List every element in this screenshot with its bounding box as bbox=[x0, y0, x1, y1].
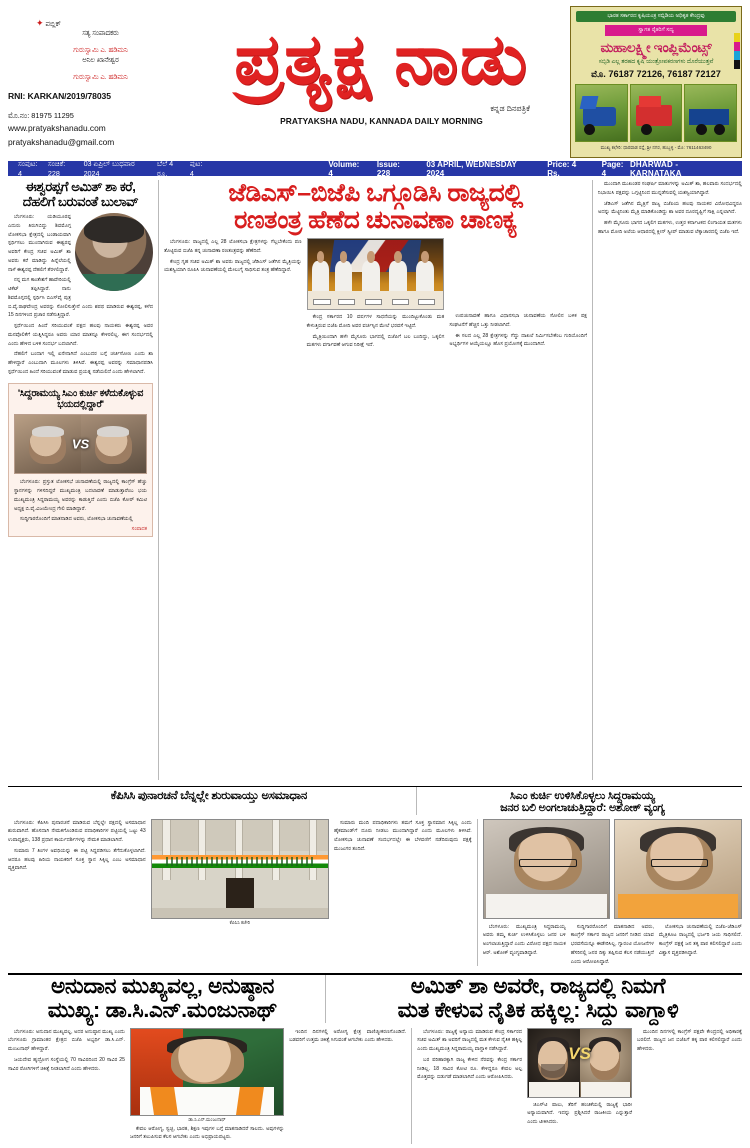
kpcc-office-photo bbox=[151, 819, 329, 919]
siddu-p4: ಮುಂದಿನ ದಿನಗಳಲ್ಲಿ ಕಾಂಗ್ರೆಸ್ ಪಕ್ಷವೇ ಕೇಂದ್ರದಲ್ಲಿ ಅಧಿಕಾರಕ್ಕೆ ಬರಲಿದೆ. ರಾಜ್ಯದ ಜನ ಬಿಜೆಪಿಗೆ ತಕ್ಕ ಪಾಠ ಕಲಿಸಲಿದ್ದಾರೆ ಎಂದು ಹೇಳಿದರು. bbox=[637, 1028, 742, 1053]
manjunath-headline-block bbox=[8, 975, 325, 1022]
siddu-p1: ಬೆಂಗಳೂರು: ರಾಜ್ಯಕ್ಕೆ ಅನ್ಯಾಯ ಮಾಡಿರುವ ಕೇಂದ್ರ ಸರ್ಕಾರದ ಸಚಿವ ಅಮಿತ್ ಶಾ ಅವರಿಗೆ ರಾಜ್ಯದಲ್ಲಿ ಮತ ಕೇಳುವ ನೈತಿಕ ಹಕ್ಕಿಲ್ಲ ಎಂದು ಮುಖ್ಯಮಂತ್ರಿ ಸಿದ್ದರಾಮಯ್ಯ ವಾಗ್ದಾಳಿ ನಡೆಸಿದ್ದಾರೆ. bbox=[417, 1028, 523, 1053]
left-lead-headline: ಈಶ್ವರಪ್ಪಗೆ ಅಮಿತ್ ಶಾ ಕರೆ, ದೆಹಲಿಗೆ ಬರುವಂತೆ ಬುಲಾವ್ bbox=[22, 179, 139, 209]
main-headline-line-1: ಜೆಡಿಎಸ್‌–ಬಿಜೆಪಿ ಒಗ್ಗೂಡಿಸಿ ರಾಜ್ಯದಲ್ಲಿ bbox=[228, 179, 523, 207]
left-para-2: ನನ್ನ ಮಗ ಕಾಂತೇಶಗೆ ಹಾವೇರಿಯಲ್ಲಿ ಟಿಕೆಟ್ ತಪ್ಪಿಸಿದ್ದಾರೆ. ನಾನು ಶಿವಮೊಗ್ಗದಲ್ಲಿ ಸ್ಪರ್ಧಿಸಿ ಬಿಎಸ್‌ವೈ ಪುತ್ರ ಬಿ.ವೈ.ರಾಘವೇಂದ್ರ ಅವರನ್ನು ಸೋಲಿಸುತ್ತೇನೆ ಎಂದು ಶಪಥ ಮಾಡಿರುವ ಈಶ್ವರಪ್ಪ, ಕಳೆದ 15 ದಿನಗಳಿಂದ ಪ್ರಚಾರ ನಡೆಸುತ್ತಿದ್ದಾರೆ. bbox=[8, 277, 153, 319]
vs-badge: VS bbox=[71, 436, 90, 452]
left-para-4: ದೆಹಲಿಗೆ ಬಂದಾಗ ಇಲ್ಲಿ ಏನೇನಾಗಿದೆ ಎಂಬುದರ ಬಗ್ಗೆ ಚರ್ಚಿಸೋಣ ಎಂದು ಶಾ ಹೇಳಿದ್ದಾರೆ ಎಂಬುದಾಗಿ ಮೂಲಗಳು ತಿಳಿಸಿವೆ. ಈಶ್ವರಪ್ಪ ಅವರನ್ನು ಸಮಾಧಾನಪಡಿಸಿ ಸ್ಪರ್ಧೆಯಿಂದ ಹಿಂದೆ ಸರಿಯುವಂತೆ ಮಾಡುವ ಪ್ರಯತ್ನ ನಡೆಯಲಿದೆ ಎಂದು ಹೇಳಲಾಗಿದೆ. bbox=[8, 351, 153, 375]
left-column bbox=[8, 180, 158, 780]
siddu-headline-block bbox=[325, 975, 742, 1022]
info-issue: Issue: 228 bbox=[376, 159, 400, 178]
main-col-3 bbox=[449, 238, 587, 352]
ashoka-body-text bbox=[483, 923, 742, 967]
ad-footer-address: ಮುಖ್ಯ ಕಛೇರಿ: ಧಾರವಾಡ ರಸ್ತೆ, ಶ್ರೀ ನಗರ, ಹುಬ್ಬಳ್ಳಿ - ಮೊ: 7611463490 bbox=[600, 145, 712, 150]
siddu-headline-line-2: ಮತ ಕೇಳುವ ನೈತಿಕ ಹಕ್ಕಿಲ್ಲ: ಸಿದ್ದು ವಾಗ್ದಾಳಿ bbox=[397, 998, 679, 1023]
ad-image-plough bbox=[575, 84, 628, 142]
manjunath-p2: ಜಯದೇವ ಹೃದ್ರೋಗ ಸಂಸ್ಥೆಯಲ್ಲಿ 70 ಸಾವಿರದಿಂದ 20 ಸಾವಿರ 25 ಸಾವಿರ ರೋಗಿಗಳಿಗೆ ಚಿಕಿತ್ಸೆ ನೀಡಲಾಗಿದೆ ಎಂದು ಹೇಳಿದರು. bbox=[8, 1056, 125, 1072]
main-c3-p1: ಉಪಚುನಾವಣೆ ಹಾಗೂ ವಿಧಾನಸಭಾ ಚುನಾವಣೆಯ ಸೋಲಿನ ಬಳಿಕ ಪಕ್ಷ ಸಂಘಟನೆಗೆ ಹೆಚ್ಚಿನ ಒತ್ತು ನೀಡಲಾಗಿದೆ. bbox=[449, 313, 588, 328]
manjunath-p3: ಕೇವಲ ಆರೋಗ್ಯ, ಸ್ವಚ್ಛ, ಭಾರತ, ಶಿಕ್ಷಣ ಇವುಗಳ ಬಗ್ಗೆ ಮಾತನಾಡಿದರೆ ಸಾಲದು. ಅವುಗಳನ್ನು ಜನರಿಗೆ ತಲುಪಿಸುವ ಕೆಲಸ ಆಗಬೇಕು ಎಂದು ಅಭಿಪ್ರಾಯಪಟ್ಟರು. bbox=[129, 1125, 285, 1141]
boxed-para-1: ಬೆಂಗಳೂರು: ಪ್ರಸ್ತುತ ಲೋಕಸಭೆ ಚುನಾವಣೆಯಲ್ಲಿ ರಾಜ್ಯದಲ್ಲಿ ಕಾಂಗ್ರೆಸ್ ಹೆಚ್ಚು ಸ್ಥಾನಗಳನ್ನು ಗಳಿಸದಿದ್ದರೆ ಮುಖ್ಯಮಂತ್ರಿ ಬದಲಾವಣೆ ಮಾಡುತ್ತಾರೆಂಬ ಭಯ ಮುಖ್ಯಮಂತ್ರಿ ಸಿದ್ದರಾಮಯ್ಯ ಅವರನ್ನು ಕಾಡುತ್ತಿದೆ ಎಂದು ಬಿಜೆಪಿ ಕೋರ್ ಕಮಿಟಿ ಅಧ್ಯಕ್ಷ ಬಿ.ವೈ.ವಿಜಯೇಂದ್ರ ಗೇಲಿ ಮಾಡಿದ್ದಾರೆ. bbox=[14, 479, 147, 512]
bullet-dot: ✦ bbox=[36, 18, 44, 28]
info-volume: Volume: 4 bbox=[328, 159, 360, 178]
ad-subtitle: ಸಬ್ಸಿಡಿ ಎಲ್ಲ ತರಹದ ಕೃಷಿ ಯಂತ್ರೋಪಕರಣಗಳು ದೊರೆಯುತ್ತವೆ bbox=[598, 59, 714, 65]
issue-info-bar bbox=[8, 158, 742, 178]
kpcc-p1: ಬೆಂಗಳೂರು: ಕೆಪಿಸಿಸಿ ಪುನಾರಚನೆ ಮಾಡಿರುವ ಬೆನ್ನಲ್ಲೇ ಪಕ್ಷದಲ್ಲಿ ಅಸಮಾಧಾನ ಶುರುವಾಗಿದೆ. ಹೊಸದಾಗಿ ನೇಮಕಗೊಂಡಿರುವ ಪದಾಧಿಕಾರಿಗಳ ಪಟ್ಟಿಯಲ್ಲಿ ಒಟ್ಟು 43 ಉಪಾಧ್ಯಕ್ಷರು, 138 ಪ್ರಧಾನ ಕಾರ್ಯದರ್ಶಿಗಳನ್ನು ನೇಮಕ ಮಾಡಲಾಗಿದೆ. bbox=[8, 819, 146, 844]
kpcc-headline: ಕೆಪಿಸಿಸಿ ಪುನಾರಚನೆ ಬೆನ್ನಲ್ಲೇ ಶುರುವಾಯ್ತು ಅಸಮಾಧಾನ bbox=[110, 789, 307, 802]
siddu-p3: ಜಿಎಸ್‌ಟಿ ಪಾಲು, ತೆರಿಗೆ ಹಂಚಿಕೆಯಲ್ಲಿ ರಾಜ್ಯಕ್ಕೆ ಭಾರೀ ಅನ್ಯಾಯವಾಗಿದೆ. ಇದನ್ನು ಪ್ರಶ್ನಿಸಿದರೆ ರಾಜಕೀಯ ಎನ್ನುತ್ತಾರೆ ಎಂದು ಟೀಕಿಸಿದರು. bbox=[527, 1101, 633, 1126]
siddaramaiah-ashoka-photos bbox=[483, 819, 742, 919]
manjunath-col-3 bbox=[289, 1028, 411, 1145]
kpcc-p3: ಸುಮಾರು ಮಂದಿ ಪದಾಧಿಕಾರಿಗಳು ತಮಗೆ ಸೂಕ್ತ ಸ್ಥಾನಮಾನ ಸಿಕ್ಕಿಲ್ಲ ಎಂದು ಹೈಕಮಾಂಡ್‌ಗೆ ದೂರು ನೀಡಲು ಮುಂದಾಗಿದ್ದಾರೆ ಎಂದು ಮೂಲಗಳು ತಿಳಿಸಿವೆ. ಲೋಕಸಭಾ ಚುನಾವಣೆ ಸಂದರ್ಭದಲ್ಲೇ ಈ ಬೆಳವಣಿಗೆ ನಡೆದಿರುವುದು ಪಕ್ಷಕ್ಕೆ ಮುಜುಗರ ತಂದಿದೆ. bbox=[333, 819, 472, 852]
siddaramaiah-vs-vijayendra-photo bbox=[14, 414, 147, 474]
info-kn-issue: ಸಂಚಿಕೆ: 228 bbox=[47, 159, 66, 178]
ad-title: ಮಹಾಲಕ್ಷ್ಮೀ ಇಂಪ್ಲಿಮೆಂಟ್ಸ್ bbox=[600, 40, 712, 55]
amitshah-vs-siddaramaiah-photo bbox=[527, 1028, 632, 1098]
ashoka-p1: ಬೆಂಗಳೂರು: ಮುಖ್ಯಮಂತ್ರಿ ಸಿದ್ದರಾಮಯ್ಯ ಅವರು ತಮ್ಮ ಕುರ್ಚಿ ಉಳಿಸಿಕೊಳ್ಳಲು ಜನರ ಬಳಿ ಅಂಗಲಾಚುತ್ತಿದ್ದಾರೆ ಎಂದು ವಿರೋಧ ಪಕ್ಷದ ನಾಯಕ ಆರ್. ಅಶೋಕ್ ವ್ಯಂಗ್ಯವಾಡಿದ್ದಾರೆ. bbox=[482, 923, 566, 956]
left-lead-body bbox=[8, 213, 153, 377]
manjunath-col-1 bbox=[8, 1028, 130, 1145]
info-place: DHARWAD - KARNATAKA bbox=[629, 159, 682, 178]
masthead bbox=[8, 6, 742, 158]
bottom-body-row bbox=[8, 1028, 742, 1145]
siddu-col-2-text bbox=[527, 1101, 632, 1127]
masthead-bullet bbox=[36, 18, 193, 29]
editor-name-2: ಗುರುಸ್ವಾಮಿ ಎ. ಹಡಿಮನಿ bbox=[73, 73, 128, 81]
boxed-story-body bbox=[14, 478, 147, 524]
main-headline-line-2: ರಣತಂತ್ರ ಹೆಣೆದ ಚುನಾವಣಾ ಚಾಣಕ್ಯ bbox=[234, 205, 517, 234]
eshwarappa-portrait-photo bbox=[75, 213, 153, 291]
masthead-advertisement[interactable] bbox=[570, 6, 742, 158]
info-pages: Page: 4 bbox=[601, 159, 624, 178]
siddu-col-1 bbox=[417, 1028, 527, 1129]
main-c2-p1: ಕೇಂದ್ರ ಸರ್ಕಾರದ 10 ವರ್ಷಗಳ ಸಾಧನೆಯನ್ನು ಮುಂದಿಟ್ಟುಕೊಂಡು ಮತ ಕೇಳುತ್ತಿರುವ ಬಿಜೆಪಿ ಮೋದಿ ಅವರ ವರ್ಚಸ್ಸಿನ ಮೇಲೆ ಭರವಸೆ ಇಟ್ಟಿದೆ. bbox=[306, 314, 445, 329]
tagline-english: PRATYAKSHA NADU, KANNADA DAILY MORNING bbox=[280, 116, 483, 126]
bjp-jds-meeting-photo bbox=[307, 238, 445, 310]
print-registration-bar bbox=[734, 33, 740, 69]
main-col-2-text bbox=[307, 313, 445, 350]
main-c1-p1: ಬೆಂಗಳೂರು: ರಾಜ್ಯದಲ್ಲಿ ಎಲ್ಲ 28 ಲೋಕಸಭಾ ಕ್ಷೇತ್ರಗಳನ್ನು ಗೆಲ್ಲಬೇಕೆಂದು ಪಣ ತೊಟ್ಟಿರುವ ಬಿಜೆಪಿ ತನ್ನ ಚುನಾವಣಾ ರಣತಂತ್ರವನ್ನು ಹೆಣೆದಿದೆ. bbox=[164, 239, 302, 254]
left-para-1: ಬೆಂಗಳೂರು: ಯಡಿಯೂರಪ್ಪ ಎದುರು ತಿರುಗಿಬಿದ್ದು ಶಿವಮೊಗ್ಗ ಲೋಕಸಭಾ ಕ್ಷೇತ್ರದಲ್ಲಿ ಬಂಡಾಯವಾಗಿ ಸ್ಪರ್ಧಿಸಲು ಮುಂದಾಗಿರುವ ಈಶ್ವರಪ್ಪ ಅವರಿಗೆ ಕೇಂದ್ರ ಸಚಿವ ಅಮಿತ್ ಶಾ ಅವರು ಕರೆ ಮಾಡಿದ್ದು ಹಿನ್ನೆಲೆಯಲ್ಲಿ ನಾಳೆ ಈಶ್ವರಪ್ಪ ದೆಹಲಿಗೆ ತೆರಳಲಿದ್ದಾರೆ. bbox=[8, 214, 71, 273]
ad-phone: ಮೊ. 76187 72126, 76187 72127 bbox=[591, 69, 721, 79]
bottom-content-region bbox=[8, 973, 742, 1148]
editor-label-2: ಅನಿಲ ಖಾನೇಶ್ವರ bbox=[82, 56, 119, 64]
ad-top-band: ಭಾರತ ಸರ್ಕಾರದ ಕೃಷಿಯಂತ್ರ ಸಬ್ಸಿಡಿಯ ಅಧಿಕೃತ ಕೇಂದ್ರವು bbox=[576, 11, 736, 22]
manjunath-col-2-text bbox=[130, 1125, 284, 1143]
ashoka-p2: ಸುದ್ದಿಗಾರರೊಂದಿಗೆ ಮಾತನಾಡಿದ ಅವರು, ಕಾಂಗ್ರೆಸ್ ಸರ್ಕಾರ ರಾಜ್ಯದ ಜನರಿಗೆ ನೀಡಿದ ಯಾವ ಭರವಸೆಯನ್ನೂ ಈಡೇರಿಸಿಲ್ಲ. ಗ್ಯಾರಂಟಿ ಯೋಜನೆಗಳ ಹೆಸರಿನಲ್ಲಿ ಜನರ ದಿಕ್ಕು ತಪ್ಪಿಸುವ ಕೆಲಸ ನಡೆಯುತ್ತಿದೆ ಎಂದು ಆರೋಪಿಸಿದ್ದಾರೆ. bbox=[570, 923, 654, 965]
contact-phone: ಮೊ.ನಂ: 81975 11295 bbox=[8, 111, 74, 121]
main-c1-p2: ಕೇಂದ್ರ ಗೃಹ ಸಚಿವ ಅಮಿತ್ ಶಾ ಅವರು ರಾಜ್ಯದಲ್ಲಿ ಜೆಡಿಎಸ್ ಜತೆಗಿನ ಮೈತ್ರಿಯನ್ನು ಯಶಸ್ವಿಯಾಗಿ ರೂಪಿಸಿ ಚುನಾವಣೆಯಲ್ಲಿ ಮೇಲುಗೈ ಸಾಧಿಸುವ ತಂತ್ರ ಹೆಣೆದಿದ್ದಾರೆ. bbox=[164, 258, 302, 274]
info-date: 03 APRIL, WEDNESDAY 2024 bbox=[426, 159, 517, 178]
bottom-headlines-row bbox=[8, 975, 742, 1022]
ashoka-photo bbox=[614, 819, 742, 919]
left-para-3: ಸ್ಪರ್ಧೆಯಿಂದ ಹಿಂದೆ ಸರಿಯುವಂತೆ ಪಕ್ಷದ ಹಲವು ನಾಯಕರು ಈಶ್ವರಪ್ಪ ಅವರ ಮನವೊಲಿಕೆಗೆ ಯತ್ನಿಸಿದ್ದರೂ ಅವರು ಯಾರ ಮಾತನ್ನೂ ಕೇಳಿರಲಿಲ್ಲ. ಈಗ ಸಂದರ್ಭದಲ್ಲಿ ಎಂದು ಹೇಳಿದ ಬಳಿಕ ಸಂದರ್ಭ ಬದಲಾಗಿದೆ. bbox=[8, 323, 153, 347]
kpcc-col-3 bbox=[334, 819, 477, 967]
contact-email[interactable]: pratyakshanadu@gmail.com bbox=[8, 136, 115, 147]
ashoka-headline-block bbox=[416, 787, 742, 815]
ashoka-headline-line-1: ಸಿಎಂ ಕುರ್ಚಿ ಉಳಿಸಿಕೊಳ್ಳಲು ಸಿದ್ದರಾಮಯ್ಯ bbox=[509, 790, 655, 802]
right-para-2: ಜೆಡಿಎಸ್ ಜತೆಗಿನ ಮೈತ್ರಿಗೆ ರಾಜ್ಯ ಬಿಜೆಪಿಯ ಹಲವು ನಾಯಕರ ವಿರೋಧವಿದ್ದರೂ ಅದನ್ನು ಮೆಟ್ಟಿನಿಂತು ಮೈತ್ರಿ ಮಾಡಿಕೊಂಡಿದ್ದು ಶಾ ಅವರ ದೂರದೃಷ್ಟಿಗೆ ಸಾಕ್ಷಿ ಎನ್ನಲಾಗಿದೆ. bbox=[598, 200, 742, 216]
ashoka-body-block bbox=[477, 819, 742, 967]
manjunath-photo-caption: ಡಾ.ಸಿ.ಎನ್.ಮಂಜುನಾಥ್ bbox=[188, 1116, 226, 1122]
siddu-headline-line-1: ಅಮಿತ್ ಶಾ ಅವರೇ, ರಾಜ್ಯದಲ್ಲಿ ನಿಮಗೆ bbox=[410, 974, 666, 999]
manjunath-headline-line-1: ಅನುದಾನ ಮುಖ್ಯವಲ್ಲ, ಅನುಷ್ಠಾನ bbox=[50, 974, 275, 999]
info-kn-date: 03 ಏಪ್ರಿಲ್ ಬುಧವಾರ 2024 bbox=[83, 159, 135, 178]
siddu-photo-col bbox=[527, 1028, 637, 1129]
boxed-story-headline: 'ಸಿದ್ದರಾಮಯ್ಯ ಸಿಎಂ ಕುರ್ಚಿ ಕಳೆದುಕೊಳ್ಳುವ ಭಯದಲ್ಲಿದ್ದಾರೆ' bbox=[17, 387, 144, 410]
info-english-group bbox=[328, 160, 630, 178]
main-col-1 bbox=[164, 238, 302, 352]
mid-content-region bbox=[8, 786, 742, 966]
right-para-3: ಹಳೇ ಮೈಸೂರು ಭಾಗದ ಒಕ್ಕಲಿಗ ಮತಗಳು, ಉತ್ತರ ಕರ್ನಾಟಕದ ಲಿಂಗಾಯತ ಮತಗಳು ಹಾಗೂ ಮೋದಿ ಅಲೆಯ ಆಧಾರದಲ್ಲಿ ಕ್ಲೀನ್ ಸ್ವೀಪ್ ಮಾಡುವ ಲೆಕ್ಕಾಚಾರದಲ್ಲಿ ಬಿಜೆಪಿ ಇದೆ. bbox=[598, 220, 742, 235]
photo-half-left bbox=[15, 415, 81, 473]
right-column bbox=[592, 180, 742, 780]
kpcc-p2: ಸುಮಾರು 7 ತಿಂಗಳ ಅವಧಿಯನ್ನು ಈ ಪಟ್ಟಿ ಸಿದ್ಧಪಡಿಸಲು ತೆಗೆದುಕೊಳ್ಳಲಾಗಿದೆ. ಆದರೂ ಹಲವು ಹಿರಿಯ ನಾಯಕರಿಗೆ ಸೂಕ್ತ ಸ್ಥಾನ ಸಿಕ್ಕಿಲ್ಲ ಎಂಬ ಅಸಮಾಧಾನ ವ್ಯಕ್ತವಾಗಿದೆ. bbox=[8, 847, 146, 872]
kpcc-photo-col bbox=[151, 819, 334, 967]
ad-image-rotavator bbox=[630, 84, 683, 142]
mid-body-row bbox=[8, 819, 742, 967]
rni-number: RNI: KARKAN/2019/78035 bbox=[8, 91, 111, 102]
info-kn-price: ಬೆಲೆ 4 ರೂ. bbox=[157, 158, 174, 178]
siddu-p2: ಬರ ಪರಿಹಾರಕ್ಕಾಗಿ ರಾಜ್ಯ ಕೇಳಿದ ನೆರವನ್ನು ಕೇಂದ್ರ ಸರ್ಕಾರ ನೀಡಿಲ್ಲ. 18 ಸಾವಿರ ಕೋಟಿ ರೂ. ಕೇಳಿದ್ದರೂ ಕೇವಲ ಅಲ್ಪ ಮೊತ್ತವನ್ನು ಬಿಡುಗಡೆ ಮಾಡಲಾಗಿದೆ ಎಂದು ಆರೋಪಿಸಿದರು. bbox=[417, 1056, 523, 1081]
editor-name-1: ಗುರುಸ್ವಾಮಿ ಎ. ಹಡಿಮನಿ bbox=[73, 46, 128, 54]
masthead-left-info bbox=[8, 6, 193, 158]
byline-text: ಸಂಪಾದಕ bbox=[131, 526, 147, 533]
top-content-region bbox=[8, 180, 742, 780]
main-c3-p2: ಈ ಸಲದ ಎಲ್ಲ 28 ಕ್ಷೇತ್ರಗಳನ್ನು ಗೆದ್ದು ದಾಖಲೆ ನಿರ್ಮಿಸಬೇಕೆಂಬ ಗುರಿಯೊಂದಿಗೆ ಅಭ್ಯರ್ಥಿಗಳ ಆಯ್ಕೆಯಲ್ಲೂ ಹೊಸ ಪ್ರಯೋಗಕ್ಕೆ ಮುಂದಾಗಿದೆ. bbox=[449, 332, 588, 348]
main-c2-p2: ಮೈತ್ರಿಯಿಂದಾಗಿ ಹಳೇ ಮೈಸೂರು ಭಾಗದಲ್ಲಿ ಬಿಜೆಪಿಗೆ ಬಲ ಬಂದಿದ್ದು, ಒಕ್ಕಲಿಗ ಮತಗಳು ವರ್ಗಾವಣೆ ಆಗುವ ನಿರೀಕ್ಷೆ ಇದೆ. bbox=[306, 333, 445, 349]
boxed-para-2: ಸುದ್ದಿಗಾರರೊಂದಿಗೆ ಮಾತನಾಡಿದ ಅವರು, ಲೋಕಸಭಾ ಚುನಾವಣೆಯಲ್ಲಿ bbox=[20, 516, 133, 523]
manjunath-p1: ಬೆಂಗಳೂರು: ಅನುದಾನ ಮುಖ್ಯವಲ್ಲ, ಅದರ ಅನುಷ್ಠಾನ ಮುಖ್ಯ ಎಂದು ಬೆಂಗಳೂರು ಗ್ರಾಮಾಂತರ ಕ್ಷೇತ್ರದ ಬಿಜೆಪಿ ಅಭ್ಯರ್ಥಿ ಡಾ.ಸಿ.ಎನ್. ಮಂಜುನಾಥ್ ಹೇಳಿದ್ದಾರೆ. bbox=[8, 1028, 125, 1053]
masthead-logo-block bbox=[193, 6, 570, 158]
kpcc-photo-caption: ಕೆಪಿಸಿಸಿ ಕಚೇರಿ bbox=[229, 919, 251, 925]
siddu-col-3 bbox=[637, 1028, 742, 1129]
photo-half-right bbox=[81, 415, 147, 473]
bullet-label: ಪಬ್ಲಿಕ್ bbox=[45, 21, 61, 28]
main-col-2 bbox=[307, 238, 445, 352]
manjunath-photo bbox=[130, 1028, 284, 1116]
contact-website[interactable]: www.pratyakshanadu.com bbox=[8, 123, 106, 134]
center-column bbox=[158, 180, 592, 780]
newspaper-logo: ಪ್ರತ್ಯಕ್ಷ ನಾಡು bbox=[234, 20, 529, 98]
ad-product-images bbox=[571, 80, 741, 142]
manjunath-p4: ಇಂದಿನ ದಿನಗಳಲ್ಲಿ ಅರೋಗ್ಯ ಕ್ಷೇತ್ರ ವಾಣಿಜ್ಯೀಕರಣಗೊಂಡಿದೆ. ಬಡವರಿಗೆ ಉತ್ತಮ ಚಿಕಿತ್ಸೆ ಸಿಗುವಂತೆ ಆಗಬೇಕು ಎಂದು ಹೇಳಿದರು. bbox=[289, 1028, 407, 1044]
info-kn-volume: ಸಂಪುಟ: 4 bbox=[18, 159, 38, 178]
right-para-1: ಮುಂದಾಗಿ ಮುಖಂಡರ ಸಂಘರ್ಷಿ ಮಾತುಗಳನ್ನು ಅಮಿತ್ ಶಾ, ಹಲವಾರು ಸಂದರ್ಭದಲ್ಲಿ ನಿಭಾಯಿಸಿ ಪಕ್ಷವನ್ನು ಒಗ್ಗಟ್ಟಿನಿಂದ ಮುನ್ನಡೆಸುವಲ್ಲಿ ಯಶಸ್ವಿಯಾಗಿದ್ದಾರೆ. bbox=[598, 181, 742, 196]
ashoka-headline-line-2: ಜನರ ಬಲಿ ಅಂಗಲಾಚುತ್ತಿದ್ದಾರೆ: ಅಶೋಕ್ ವ್ಯಂಗ್ಯ bbox=[500, 802, 665, 815]
masthead-contact bbox=[8, 110, 193, 149]
manjunath-headline-line-2: ಮುಖ್ಯ: ಡಾ.ಸಿ.ಎನ್.ಮಂಜುನಾಥ್ bbox=[47, 998, 278, 1023]
ad-pink-band: ಸ್ವಾಗತ ರೈತರಿಗೆ ಸದ್ಯ bbox=[605, 25, 707, 36]
siddu-body-inner bbox=[417, 1028, 742, 1129]
ad-image-trailer bbox=[684, 84, 737, 142]
main-story-body bbox=[164, 238, 587, 352]
boxed-byline bbox=[14, 526, 147, 532]
left-boxed-story bbox=[8, 383, 153, 538]
manjunath-photo-col bbox=[130, 1028, 289, 1145]
kpcc-headline-block bbox=[8, 787, 416, 815]
ashoka-p3: ಲೋಕಸಭಾ ಚುನಾವಣೆಯಲ್ಲಿ ಬಿಜೆಪಿ-ಜೆಡಿಎಸ್ ಮೈತ್ರಿಕೂಟ ರಾಜ್ಯದಲ್ಲಿ ಭರ್ಜರಿ ಜಯ ಸಾಧಿಸಲಿದೆ. ಕಾಂಗ್ರೆಸ್ ಪಕ್ಷಕ್ಕೆ ಜನ ತಕ್ಕ ಪಾಠ ಕಲಿಸಲಿದ್ದಾರೆ ಎಂದು ವಿಶ್ವಾಸ ವ್ಯಕ್ತಪಡಿಸಿದ್ದಾರೆ. bbox=[658, 923, 742, 956]
tagline-kannada: ಕನ್ನಡ ದಿನಪತ್ರಿಕೆ bbox=[490, 104, 530, 113]
siddaramaiah-photo bbox=[483, 819, 611, 919]
kpcc-col-1 bbox=[8, 819, 151, 967]
vs-badge-bottom: VS bbox=[568, 1044, 591, 1064]
info-kn-pages: ಪುಟ: 4 bbox=[189, 159, 203, 178]
mid-headlines-row bbox=[8, 787, 742, 815]
editor-label-1: ಸತ್ಯ ಸಂಪಾದಕರು bbox=[82, 30, 119, 37]
siddu-body-block bbox=[411, 1028, 742, 1145]
info-price: Price: 4 Rs. bbox=[547, 159, 577, 178]
